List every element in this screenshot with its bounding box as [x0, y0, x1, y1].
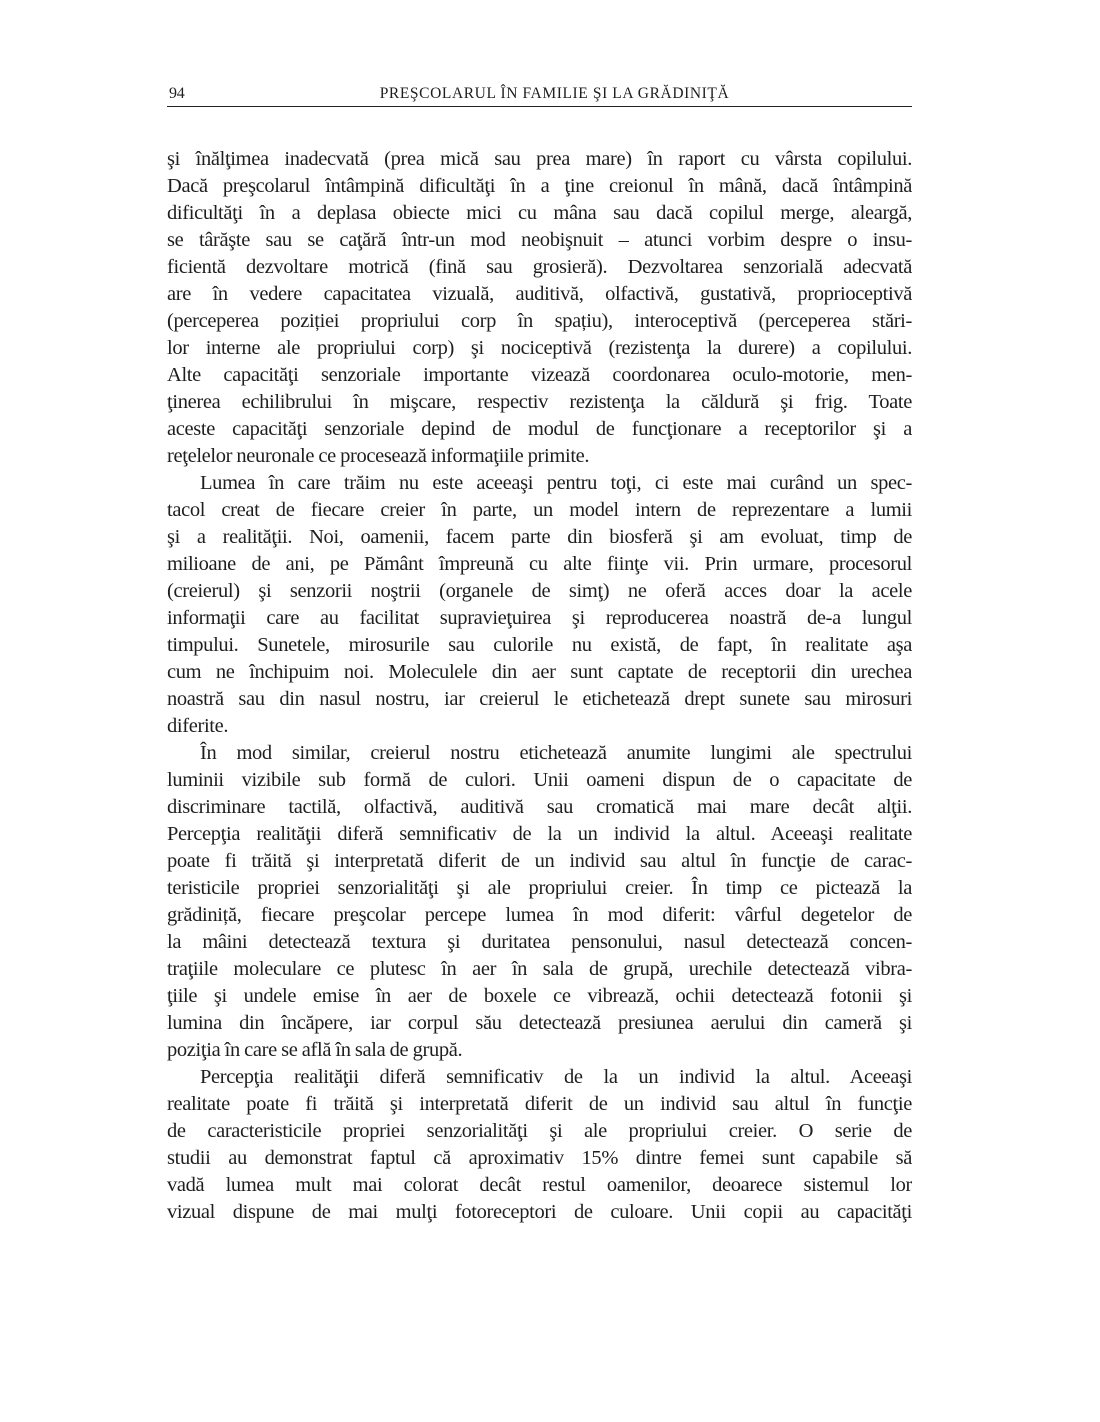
text-line: realitate poate fi trăită şi interpretată diferit de un individ sau altul în funcţie: [167, 1093, 912, 1115]
text-line: se târăşte sau se caţără într-un mod neobişnuit – atunci vorbim despre o insu-: [167, 229, 912, 251]
text-line: studii au demonstrat faptul că aproximativ 15% dintre femei sunt capabile să: [167, 1147, 912, 1169]
text-line: ţiile şi undele emise în aer de boxele ce vibrează, ochii detectează fotonii şi: [167, 985, 912, 1007]
text-line: reţelelor neuronale ce procesează informaţiile primite.: [167, 445, 590, 467]
text-line: luminii vizibile sub formă de culori. Unii oameni dispun de o capacitate de: [167, 769, 912, 791]
text-line: milioane de ani, pe Pământ împreună cu alte fiinţe vii. Prin urmare, procesorul: [167, 553, 912, 575]
text-line: discriminare tactilă, olfactivă, auditivă sau cromatică mai mare decât alţii.: [167, 796, 912, 818]
text-line: diferite.: [167, 715, 229, 737]
text-line: (creierul) şi senzorii noştrii (organele de simţ) ne oferă acces doar la acele: [167, 580, 912, 602]
text-line: informaţii care au facilitat supravieţuirea şi reproducerea noastră de-a lungul: [167, 607, 912, 629]
text-line: Lumea în care trăim nu este aceeaşi pentru toţi, ci este mai curând un spec-: [200, 472, 912, 494]
text-line: (perceperea poziției propriului corp în spațiu), interoceptivă (perceperea stări-: [167, 310, 912, 332]
text-line: şi înălţimea inadecvată (prea mică sau prea mare) în raport cu vârsta copilului.: [167, 148, 912, 170]
text-line: vizual dispune de mai mulţi fotoreceptori de culoare. Unii copii au capacităţi: [167, 1201, 912, 1223]
text-line: În mod similar, creierul nostru etichetează anumite lungimi ale spectrului: [200, 742, 912, 764]
text-line: de caracteristicile propriei senzorialităţi şi ale propriului creier. O serie de: [167, 1120, 912, 1142]
text-line: Alte capacităţi senzoriale importante vizează coordonarea oculo-motorie, men-: [167, 364, 912, 386]
text-line: noastră sau din nasul nostru, iar creierul le etichetează drept sunete sau mirosuri: [167, 688, 912, 710]
text-line: lumina din încăpere, iar corpul său detectează presiunea aerului din cameră şi: [167, 1012, 912, 1034]
text-line: ficientă dezvoltare motrică (fină sau grosieră). Dezvoltarea senzorială adecvată: [167, 256, 912, 278]
text-line: poziţia în care se află în sala de grupă.: [167, 1039, 463, 1061]
text-line: şi a realităţii. Noi, oamenii, facem parte din biosferă şi am evoluat, timp de: [167, 526, 912, 548]
text-line: Percepţia realităţii diferă semnificativ de la un individ la altul. Aceeaşi realitate: [167, 823, 912, 845]
text-line: timpului. Sunetele, mirosurile sau culorile nu există, de fapt, în realitate aşa: [167, 634, 912, 656]
text-line: dificultăţi în a deplasa obiecte mici cu mâna sau dacă copilul merge, aleargă,: [167, 202, 912, 224]
text-line: teristicile propriei senzorialităţi şi ale propriului creier. În timp ce pictează la: [167, 877, 912, 899]
body-text: [167, 146, 912, 1226]
running-header: [167, 84, 912, 107]
page-number: 94: [169, 85, 185, 102]
text-line: traţiile moleculare ce plutesc în aer în sala de grupă, urechile detectează vibra-: [167, 958, 912, 980]
text-line: poate fi trăită şi interpretată diferit de un individ sau altul în funcţie de carac-: [167, 850, 912, 872]
text-line: la mâini detectează textura şi duritatea pensonului, nasul detectează concen-: [167, 931, 912, 953]
text-line: Dacă preşcolarul întâmpină dificultăţi în a ţine creionul în mână, dacă întâmpină: [167, 175, 912, 197]
text-line: are în vedere capacitatea vizuală, auditivă, olfactivă, gustativă, proprioceptivă: [167, 283, 912, 305]
text-line: lor interne ale propriului corp) şi nociceptivă (rezistenţa la durere) a copilului.: [167, 337, 912, 359]
text-line: vadă lumea mult mai colorat decât restul oamenilor, deoarece sistemul lor: [167, 1174, 912, 1196]
text-line: grădiniță, fiecare preşcolar percepe lumea în mod diferit: vârful degetelor de: [167, 904, 912, 926]
text-line: ţinerea echilibrului în mişcare, respectiv rezistenţa la căldură şi frig. Toate: [167, 391, 912, 413]
text-line: cum ne închipuim noi. Moleculele din aer sunt captate de receptorii din urechea: [167, 661, 912, 683]
running-title: PREŞCOLARUL ÎN FAMILIE ŞI LA GRĂDINIŢĂ: [379, 85, 730, 102]
text-line: aceste capacităţi senzoriale depind de modul de funcţionare a receptorilor şi a: [167, 418, 912, 440]
text-line: tacol creat de fiecare creier în parte, un model intern de reprezentare a lumii: [167, 499, 912, 521]
text-line: Percepţia realităţii diferă semnificativ de la un individ la altul. Aceeaşi: [200, 1066, 912, 1088]
